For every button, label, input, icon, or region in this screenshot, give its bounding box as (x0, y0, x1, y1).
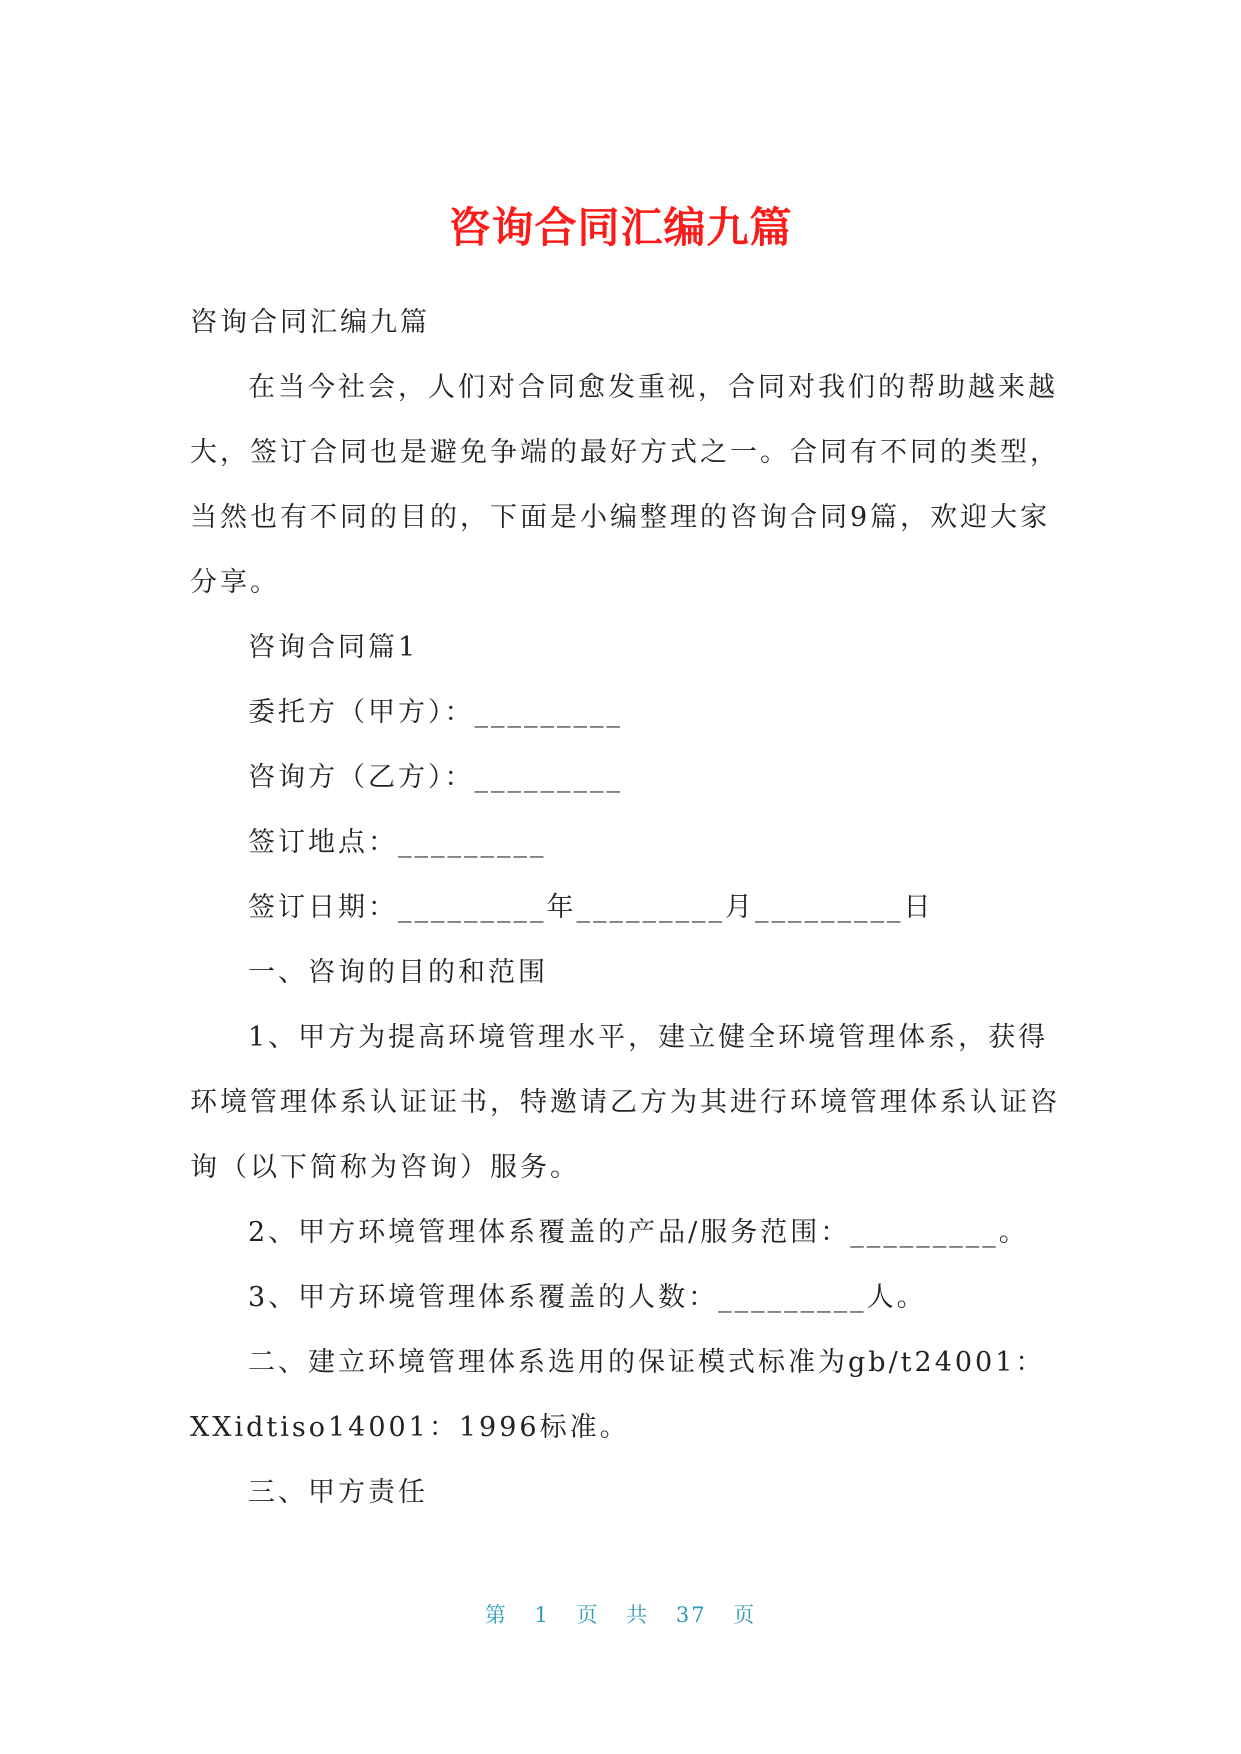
paragraph-party-b: 咨询方（乙方）：_________ (248, 762, 623, 793)
paragraph-signing-date: 签订日期：_________年_________月_________日 (248, 892, 934, 923)
paragraph-clause-1-2: 2、甲方环境管理体系覆盖的产品/服务范围：_________。 (248, 1217, 1029, 1248)
paragraph-signing-place: 签订地点：_________ (248, 827, 547, 858)
page-footer: 第 1 页 共 37 页 (484, 1603, 757, 1627)
paragraph-clause-1-3: 3、甲方环境管理体系覆盖的人数：_________人。 (248, 1282, 927, 1313)
paragraph-intro: 在当今社会，人们对合同愈发重视，合同对我们的帮助越来越大，签订合同也是避免争端的最好方式之一。合同有不同的类型，当然也有不同的目的，下面是小编整理的咨询合同9篇，欢迎大家分享。 (190, 372, 1060, 598)
paragraph-clause-3-heading: 三、甲方责任 (248, 1477, 428, 1508)
paragraph-clause-2: 二、建立环境管理体系选用的保证模式标准为gb/t24001：XXidtiso14001：1996标准。 (190, 1347, 1046, 1443)
paragraph-clause-1-1: 1、甲方为提高环境管理水平，建立健全环境管理体系，获得环境管理体系认证证书，特邀请乙方为其进行环境管理体系认证咨询（以下简称为咨询）服务。 (190, 1022, 1060, 1183)
paragraph-clause-1-heading: 一、咨询的目的和范围 (248, 957, 548, 988)
paragraph-party-a: 委托方（甲方）：_________ (248, 697, 623, 728)
document-body (190, 290, 1060, 1525)
paragraph-subtitle: 咨询合同汇编九篇 (190, 307, 430, 338)
paragraph-section-heading: 咨询合同篇1 (248, 632, 419, 663)
document-title: 咨询合同汇编九篇 (448, 203, 793, 252)
